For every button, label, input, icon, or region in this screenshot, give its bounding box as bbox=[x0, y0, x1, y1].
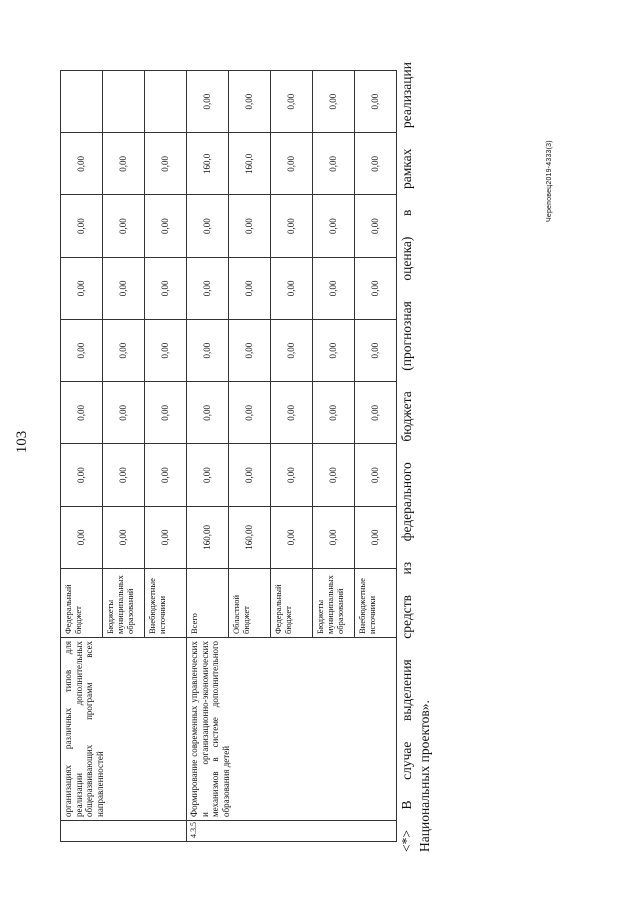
value-cell: 0,00 bbox=[229, 320, 271, 382]
budget-table-wrap bbox=[60, 70, 397, 842]
footnote-word: бюджета bbox=[399, 391, 414, 442]
value-cell: 0,00 bbox=[103, 506, 145, 568]
value-cell: 0,00 bbox=[229, 382, 271, 444]
value-cell: 0,00 bbox=[229, 257, 271, 319]
value-cell: 0,00 bbox=[61, 133, 103, 195]
value-cell: 0,00 bbox=[103, 382, 145, 444]
funding-source-cell: Федеральный бюджет bbox=[271, 569, 313, 638]
value-cell: 0,00 bbox=[271, 257, 313, 319]
measure-name: Формирование современных управленческих и организационно-экономических механизмов в системе дополнительного образования детей bbox=[189, 641, 231, 817]
value-cell: 0,00 bbox=[313, 444, 355, 506]
value-cell: 0,00 bbox=[187, 382, 229, 444]
value-cell: 0,00 bbox=[229, 195, 271, 257]
value-cell: 0,00 bbox=[355, 71, 397, 133]
funding-source-cell: Внебюджетные источники bbox=[145, 569, 187, 638]
value-cell: 0,00 bbox=[187, 444, 229, 506]
value-cell: 0,00 bbox=[271, 320, 313, 382]
value-cell: 0,00 bbox=[103, 257, 145, 319]
value-cell: 0,00 bbox=[61, 195, 103, 257]
value-cell: 0,00 bbox=[271, 71, 313, 133]
value-cell: 0,00 bbox=[313, 133, 355, 195]
value-cell: 0,00 bbox=[229, 444, 271, 506]
funding-source-cell: Бюджеты муниципальных образований bbox=[313, 569, 355, 638]
value-cell: 0,00 bbox=[355, 320, 397, 382]
funding-source-cell: Бюджеты муниципальных образований bbox=[103, 569, 145, 638]
value-cell: 0,00 bbox=[103, 320, 145, 382]
value-cell: 0,00 bbox=[313, 382, 355, 444]
funding-source-cell: Областной бюджет bbox=[229, 569, 271, 638]
value-cell: 160,00 bbox=[187, 506, 229, 568]
value-cell: 0,00 bbox=[313, 71, 355, 133]
table-row bbox=[187, 71, 229, 842]
footnote-word: (прогнозная bbox=[399, 301, 414, 371]
footnote-word: из bbox=[399, 561, 414, 575]
footnote-word: случае bbox=[399, 741, 414, 780]
rotated-page bbox=[10, 22, 570, 872]
value-cell: 0,00 bbox=[187, 195, 229, 257]
value-cell: 0,00 bbox=[187, 71, 229, 133]
value-cell: 0,00 bbox=[355, 444, 397, 506]
footnote-line-1 bbox=[398, 62, 416, 852]
value-cell: 0,00 bbox=[313, 195, 355, 257]
measure-name-cell bbox=[187, 638, 397, 821]
value-cell: 0,00 bbox=[145, 133, 187, 195]
value-cell: 0,00 bbox=[271, 444, 313, 506]
value-cell: 0,00 bbox=[145, 195, 187, 257]
value-cell: 0,00 bbox=[355, 195, 397, 257]
funding-source-cell: Внебюджетные источники bbox=[355, 569, 397, 638]
value-cell: 0,00 bbox=[313, 257, 355, 319]
value-cell: 0,00 bbox=[103, 133, 145, 195]
value-cell bbox=[103, 71, 145, 133]
value-cell bbox=[61, 71, 103, 133]
value-cell: 0,00 bbox=[355, 506, 397, 568]
value-cell: 0,00 bbox=[271, 133, 313, 195]
value-cell: 160,0 bbox=[229, 133, 271, 195]
footnote-word: выделения bbox=[399, 659, 414, 721]
footnote-word: федерального bbox=[399, 462, 414, 542]
value-cell: 0,00 bbox=[61, 444, 103, 506]
value-cell: 0,00 bbox=[145, 444, 187, 506]
value-cell: 0,00 bbox=[61, 320, 103, 382]
measure-name-cell bbox=[61, 638, 187, 821]
footnote bbox=[398, 62, 434, 852]
budget-table bbox=[60, 70, 397, 842]
row-index-cell bbox=[61, 821, 187, 842]
measure-name: организациях различных типов для реализации дополнительных общеразвивающих программ всех направленностей bbox=[63, 641, 105, 817]
value-cell: 0,00 bbox=[61, 382, 103, 444]
value-cell: 0,00 bbox=[229, 71, 271, 133]
value-cell: 0,00 bbox=[145, 382, 187, 444]
value-cell: 0,00 bbox=[313, 506, 355, 568]
value-cell: 0,00 bbox=[271, 506, 313, 568]
funding-source-cell: Федеральный бюджет bbox=[61, 569, 103, 638]
value-cell: 0,00 bbox=[271, 195, 313, 257]
value-cell: 160,0 bbox=[187, 133, 229, 195]
value-cell: 0,00 bbox=[61, 506, 103, 568]
value-cell: 0,00 bbox=[355, 382, 397, 444]
footnote-line-2: Национальных проектов». bbox=[417, 700, 433, 852]
table-row bbox=[61, 71, 103, 842]
value-cell: 0,00 bbox=[271, 382, 313, 444]
value-cell: 0,00 bbox=[313, 320, 355, 382]
value-cell: 0,00 bbox=[103, 195, 145, 257]
value-cell: 160,00 bbox=[229, 506, 271, 568]
footnote-word: В bbox=[399, 800, 414, 810]
value-cell: 0,00 bbox=[103, 444, 145, 506]
funding-source-cell: Всего bbox=[187, 569, 229, 638]
value-cell: 0,00 bbox=[145, 320, 187, 382]
value-cell: 0,00 bbox=[61, 257, 103, 319]
footnote-word: <*> bbox=[399, 830, 414, 852]
footnote-word: в bbox=[399, 209, 414, 216]
footnote-word: средств bbox=[399, 595, 414, 639]
footnote-word: рамках bbox=[399, 148, 414, 190]
value-cell bbox=[145, 71, 187, 133]
value-cell: 0,00 bbox=[145, 257, 187, 319]
row-index-cell: 4.3.5 bbox=[187, 821, 397, 842]
value-cell: 0,00 bbox=[187, 257, 229, 319]
value-cell: 0,00 bbox=[355, 257, 397, 319]
footnote-word: реализации bbox=[399, 62, 414, 129]
value-cell: 0,00 bbox=[145, 506, 187, 568]
document-stamp: Череповец2019-4333(3) bbox=[546, 140, 553, 222]
footnote-word: оценка) bbox=[399, 236, 414, 281]
value-cell: 0,00 bbox=[187, 320, 229, 382]
value-cell: 0,00 bbox=[355, 133, 397, 195]
page-number: 103 bbox=[14, 430, 30, 454]
